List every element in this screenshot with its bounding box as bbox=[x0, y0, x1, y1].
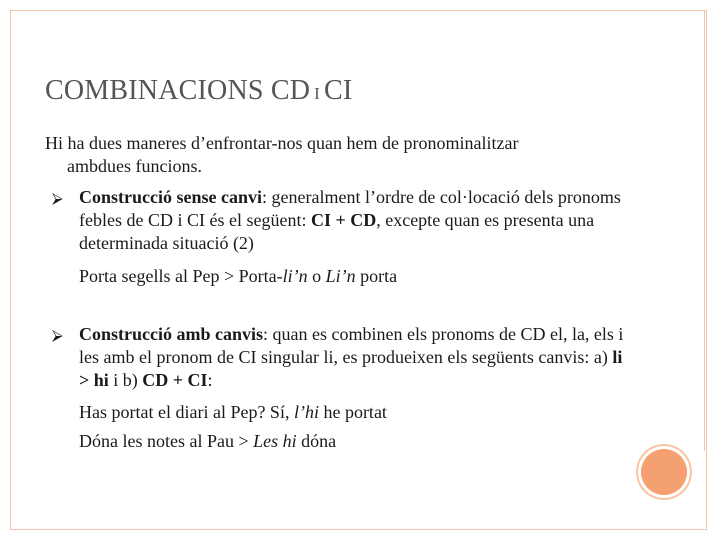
item2-example2-a: Dóna les notes al Pau > bbox=[79, 431, 254, 451]
arrow-bullet-icon: ⮚ bbox=[52, 328, 63, 344]
item2-example-1 bbox=[79, 401, 639, 424]
frame-right-line bbox=[704, 11, 705, 451]
item2-bold-b: CD + CI bbox=[142, 370, 208, 390]
item1-example-c: porta bbox=[355, 266, 398, 286]
item1-example-italic-2: Li’n bbox=[325, 266, 356, 286]
arrow-bullet-icon: ⮚ bbox=[52, 191, 63, 207]
title-part1: COMBINACIONS CD bbox=[45, 75, 311, 106]
title-conjunction: I bbox=[314, 84, 321, 103]
intro-line-2: ambdues funcions. bbox=[67, 156, 202, 176]
decorative-circle bbox=[641, 449, 687, 495]
item1-example-b: o bbox=[307, 266, 326, 286]
item2-example1-b: he portat bbox=[318, 402, 387, 422]
item2-bold-a: li > hi bbox=[79, 347, 623, 390]
intro-paragraph bbox=[45, 132, 645, 178]
item2-text-a: : quan es combinen els pronoms de CD el, la, els i les amb el pronom de CI singular li, es produeixen els següents canvis: a) bbox=[79, 324, 624, 367]
item2-text-b: i b) bbox=[108, 370, 143, 390]
item1-example bbox=[79, 265, 639, 288]
item1-bold-lead: Construcció sense canvi bbox=[79, 187, 262, 207]
bullet-item-2 bbox=[79, 323, 629, 392]
item2-text-c: : bbox=[207, 370, 213, 390]
item1-bold-rule: CI + CD bbox=[310, 210, 377, 230]
item2-example1-italic: l’hi bbox=[293, 402, 319, 422]
item1-text-a: : generalment l’ordre de col·locació dels pronoms febles de CD i CI és el següent: bbox=[79, 187, 621, 230]
title-part2: CI bbox=[324, 75, 353, 106]
item2-example2-b: dóna bbox=[296, 431, 337, 451]
item2-example1-a: Has portat el diari al Pep? Sí, bbox=[79, 402, 294, 422]
slide-title bbox=[45, 75, 352, 107]
item2-example-2 bbox=[79, 430, 639, 453]
item1-example-a: Porta segells al Pep > Porta- bbox=[79, 266, 283, 286]
item1-text-b: , excepte quan es presenta una determinada situació (2) bbox=[79, 210, 595, 253]
item2-example2-italic: Les hi bbox=[253, 431, 297, 451]
item1-example-italic-1: li’n bbox=[282, 266, 308, 286]
item2-bold-lead: Construcció amb canvis bbox=[79, 324, 263, 344]
intro-line-1: Hi ha dues maneres d’enfrontar-nos quan hem de pronominalitzar bbox=[45, 133, 519, 153]
bullet-item-1 bbox=[79, 186, 629, 255]
